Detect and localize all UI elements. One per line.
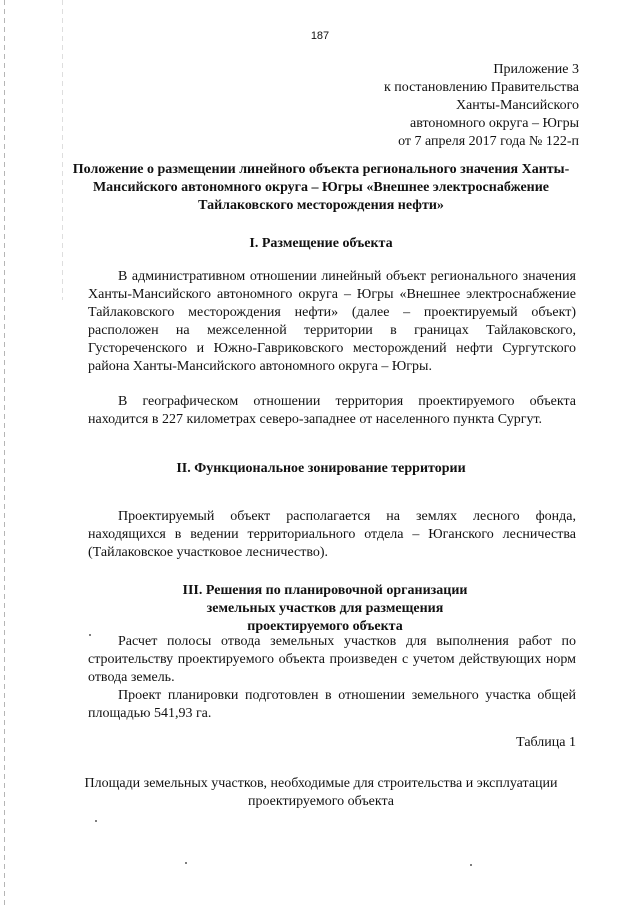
page-number: 187	[310, 30, 330, 42]
table-label: Таблица 1	[516, 735, 576, 750]
appendix-block	[259, 61, 579, 151]
scan-inner-line	[62, 0, 63, 300]
appendix-line: Ханты-Мансийского	[455, 98, 579, 113]
table-caption: Площади земельных участков, необходимые для строительства и эксплуатации проектируемого объекта	[84, 776, 558, 809]
section-3-paragraph-2: Проект планировки подготовлен в отношении земельного участка общей площадью 541,93 га.	[88, 688, 576, 721]
scan-speck	[95, 820, 97, 822]
document-title: Положение о размещении линейного объекта регионального значения Ханты-Мансийского автономного округа – Югры «Внешнее электроснабжение Тайлаковского месторождения нефти»	[72, 162, 570, 213]
scan-edge-line	[4, 0, 5, 905]
section-3-heading: III. Решения по планировочной организации земельных участков для размещения проектируемого объекта	[182, 583, 468, 634]
appendix-line: Приложение 3	[493, 62, 579, 77]
appendix-line: к постановлению Правительства	[383, 80, 579, 95]
section-2-heading: II. Функциональное зонирование территории	[176, 461, 466, 476]
scan-speck	[470, 864, 472, 866]
section-2-paragraph-1: Проектируемый объект располагается на землях лесного фонда, находящихся в ведении территориального отдела – Юганского лесничества (Тайлаковское участковое лесничество).	[88, 509, 576, 560]
section-1-heading: I. Размещение объекта	[249, 236, 393, 251]
section-3-paragraph-1: Расчет полосы отвода земельных участков для выполнения работ по строительству проектируемого объекта произведен с учетом действующих норм отвода земель.	[88, 634, 576, 685]
section-1-paragraph-2: В географическом отношении территория проектируемого объекта находится в 227 километрах северо-западнее от населенного пункта Сургут.	[88, 394, 576, 427]
appendix-line: от 7 апреля 2017 года № 122-п	[398, 134, 579, 149]
scan-speck	[185, 862, 187, 864]
appendix-line: автономного округа – Югры	[410, 116, 579, 131]
scan-speck	[89, 634, 91, 636]
section-1-paragraph-1: В административном отношении линейный объект регионального значения Ханты-Мансийского автономного округа – Югры «Внешнее электроснабжение Тайлаковского месторождения нефти» (далее – проектируемый объект) расположен на межселенной территории в границах Тайлаковского, Густореченского и Южно-Гавриковского месторождений нефти Сургутского района Ханты-Мансийского автономного округа – Югры.	[88, 269, 576, 374]
